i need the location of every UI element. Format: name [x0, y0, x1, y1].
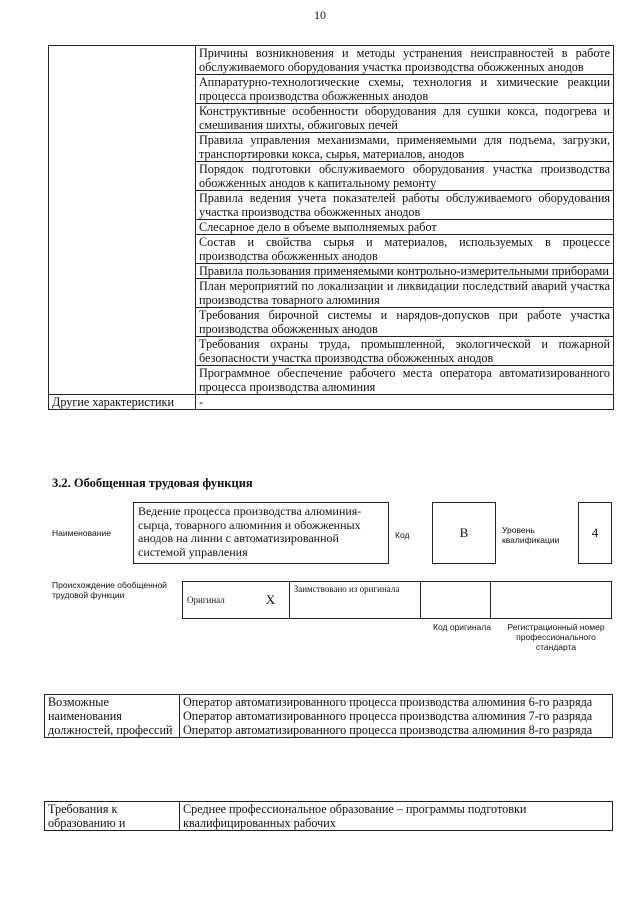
other-characteristics-value: -: [196, 395, 614, 410]
table-row: [183, 582, 612, 619]
level-label: Уровень квалификации: [502, 525, 560, 545]
knowledge-item: Слесарное дело в объеме выполняемых работ: [196, 220, 614, 235]
knowledge-item: Правила ведения учета показателей работы обслуживаемого оборудования участка производства обожженных анодов: [196, 191, 614, 220]
reg-number-cell: [490, 582, 611, 619]
position-item: Оператор автоматизированного процесса производства алюминия 8-го разряда: [183, 723, 593, 737]
table-row: [49, 46, 614, 75]
page-number: 10: [314, 8, 326, 22]
table-row: [45, 695, 613, 738]
knowledge-item: Программное обеспечение рабочего места оператора автоматизированного процесса производства алюминия: [196, 366, 614, 395]
other-characteristics-label: Другие характеристики: [49, 395, 196, 410]
knowledge-item: Причины возникновения и методы устранения неисправностей в работе обслуживаемого оборудования участка производства обожженных анодов: [196, 46, 614, 75]
section-title: 3.2. Обобщенная трудовая функция: [52, 476, 253, 490]
positions-list: [180, 695, 613, 738]
knowledge-item: Требования бирочной системы и нарядов-допусков при работе участка производства обожженных анодов: [196, 308, 614, 337]
knowledge-item: Правила управления механизмами, применяемыми для подъема, загрузки, транспортировки кокса, сырья, материалов, анодов: [196, 133, 614, 162]
education-value: Среднее профессиональное образование – программы подготовки квалифицированных рабочих: [180, 802, 613, 831]
positions-table: [44, 694, 613, 738]
code-original-cell: [420, 582, 490, 619]
code-original-label: Код оригинала: [433, 622, 491, 632]
original-mark: X: [252, 582, 289, 619]
knowledge-item: Состав и свойства сырья и материалов, используемых в процессе производства обожженных анодов: [196, 235, 614, 264]
level-value-box: 4: [578, 502, 612, 564]
knowledge-table: [48, 45, 614, 410]
table-row: [49, 395, 614, 410]
knowledge-item: Требования охраны труда, промышленной, экологической и пожарной безопасности участка производства обожженных анодов: [196, 337, 614, 366]
original-label: Оригинал: [183, 582, 253, 619]
function-name-box: Ведение процесса производства алюминия-сырца, товарного алюминия и обожженных анодов на линии с автоматизированной системой управления: [133, 502, 389, 564]
origin-label: Происхождение обобщенной трудовой функции: [52, 580, 167, 600]
knowledge-item: Конструктивные особенности оборудования для сушки кокса, подогрева и смешивания шихты, обжиговых печей: [196, 104, 614, 133]
code-label: Код: [395, 530, 410, 540]
reg-number-label: Регистрационный номер профессионального стандарта: [507, 622, 605, 652]
knowledge-item: Порядок подготовки обслуживаемого оборудования участка производства обожженных анодов к капитальному ремонту: [196, 162, 614, 191]
education-table: [44, 801, 613, 831]
education-label: Требования к образованию и: [45, 802, 180, 831]
position-item: Оператор автоматизированного процесса производства алюминия 7-го разряда: [183, 709, 593, 723]
name-label: Наименование: [52, 528, 111, 538]
knowledge-item: Правила пользования применяемыми контрольно-измерительными приборами: [196, 264, 614, 279]
table-row: [45, 802, 613, 831]
borrowed-label: Заимствовано из оригинала: [289, 582, 420, 619]
code-value-box: B: [432, 502, 496, 564]
origin-table: [182, 581, 612, 619]
knowledge-label-cell: [49, 46, 196, 395]
positions-label: Возможные наименования должностей, профессий: [45, 695, 180, 738]
knowledge-item: Аппаратурно-технологические схемы, технология и химические реакции процесса производства обожженных анодов: [196, 75, 614, 104]
knowledge-item: План мероприятий по локализации и ликвидации последствий аварий участка производства товарного алюминия: [196, 279, 614, 308]
position-item: Оператор автоматизированного процесса производства алюминия 6-го разряда: [183, 695, 593, 709]
